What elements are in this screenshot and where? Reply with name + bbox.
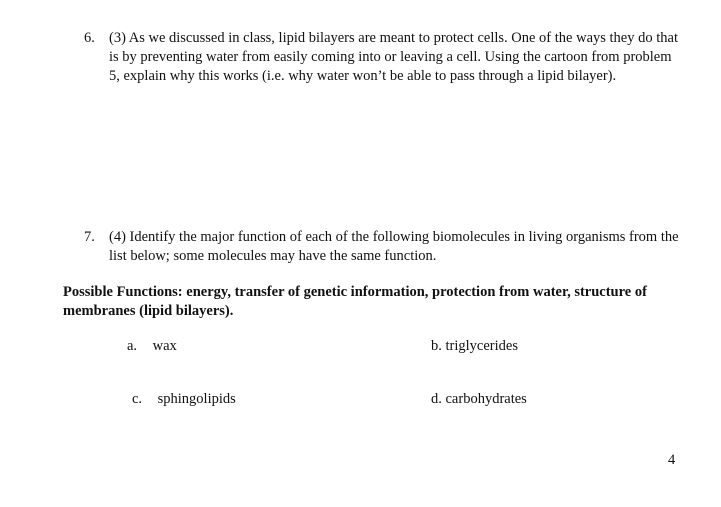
item-sphingolipids — [132, 390, 236, 409]
question-6-text: (3) As we discussed in class, lipid bilayers are meant to protect cells. One of the ways they do that is by preventing water from easily coming into or leaving a cell. Using the cartoon from problem 5, explain why this works (i.e. why water won’t be able to pass through a lipid bilayer). — [109, 30, 678, 84]
item-name: sphingolipids — [157, 391, 236, 407]
possible-functions: Possible Functions: energy, transfer of genetic information, protection from water, structure of membranes (lipid bilayers). — [63, 284, 647, 319]
item-label: b. — [431, 338, 442, 354]
question-7-text: (4) Identify the major function of each of the following biomolecules in living organisms from the list below; some molecules may have the same function. — [109, 229, 679, 264]
question-7-number: 7. — [84, 229, 95, 245]
item-label: a. — [127, 338, 138, 354]
question-6 — [84, 29, 684, 86]
item-name: carbohydrates — [445, 391, 527, 407]
question-6-number: 6. — [84, 30, 95, 46]
item-wax — [127, 337, 177, 356]
item-carbohydrates — [431, 390, 527, 409]
item-label: c. — [132, 391, 143, 407]
question-7 — [84, 228, 684, 266]
item-name: triglycerides — [445, 338, 518, 354]
item-triglycerides — [431, 337, 518, 356]
item-name: wax — [152, 338, 177, 354]
item-label: d. — [431, 391, 442, 407]
page-number: 4 — [668, 452, 676, 468]
